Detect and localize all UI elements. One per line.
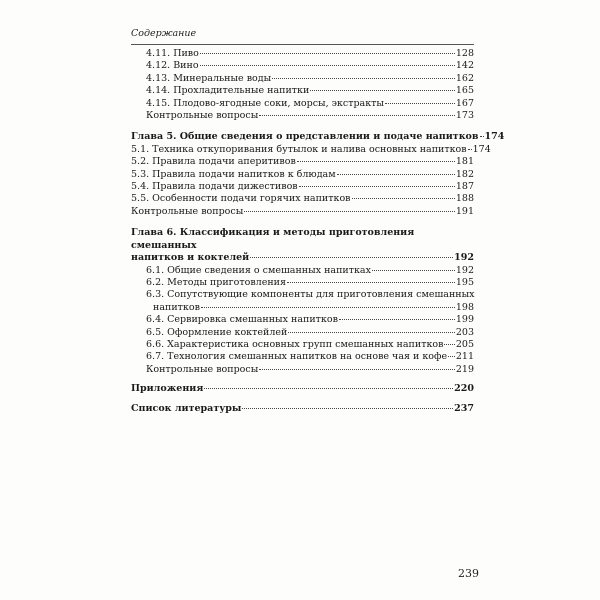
toc-entry-page: 128 (455, 48, 474, 59)
toc-entry[interactable] (131, 48, 474, 60)
toc-entry-title: 6.1. Общие сведения о смешанных напитках (146, 264, 371, 276)
toc-entry-title: 6.6. Характеристика основных групп смешанных напитков (146, 338, 444, 350)
page-number: 239 (458, 567, 479, 580)
dot-leader (200, 53, 455, 54)
dot-leader (288, 332, 455, 333)
toc-entry[interactable] (131, 143, 491, 156)
toc-entry-title: 6.2. Методы приготовления (146, 276, 286, 288)
toc-entry-page: 205 (455, 338, 474, 350)
dot-leader (339, 319, 455, 320)
toc-entry[interactable] (131, 169, 474, 181)
toc-entry[interactable] (131, 60, 474, 72)
toc-entry[interactable] (131, 265, 474, 277)
toc-entry[interactable] (131, 156, 474, 168)
toc-chapter-title: Список литературы (131, 402, 242, 414)
toc-entry-title: 4.13. Минеральные воды (146, 72, 272, 84)
toc-entry[interactable] (131, 85, 474, 97)
toc-entry-page: 237 (454, 402, 474, 414)
dot-leader (299, 186, 455, 187)
dot-leader (352, 198, 455, 199)
dot-leader (259, 115, 455, 116)
toc-entry-title: 4.12. Вино (146, 60, 199, 72)
toc-entry-title: 4.11. Пиво (146, 48, 199, 59)
toc-entry[interactable] (131, 277, 474, 289)
toc-entry-title: Контрольные вопросы (131, 205, 244, 217)
dot-leader (287, 282, 455, 283)
toc-entry-title: Контрольные вопросы (146, 363, 259, 375)
toc-chapter-title: Глава 5. Общие сведения о представлении и подаче напитков (131, 131, 479, 143)
toc-chapter-entry[interactable] (131, 131, 505, 143)
table-of-contents (131, 48, 505, 415)
toc-chapter-title: Приложения (131, 383, 204, 395)
toc-entry-title-line2: напитков (153, 301, 200, 313)
spacer (131, 122, 474, 131)
toc-entry-title: 5.2. Правила подачи аперитивов (131, 156, 296, 168)
toc-chapter-entry-multiline[interactable] (131, 227, 474, 264)
dot-leader (259, 369, 455, 370)
dot-leader (200, 65, 455, 66)
toc-entry[interactable] (131, 193, 474, 205)
spacer (131, 376, 474, 383)
toc-entry-page: 182 (455, 168, 474, 180)
dot-leader (385, 103, 455, 104)
toc-entry-page: 162 (455, 72, 474, 84)
toc-entry-title-line1: 6.3. Сопутствующие компоненты для приготовления смешанных (146, 289, 475, 301)
toc-chapter-title-line1: Глава 6. Классификация и методы приготовления смешанных (131, 227, 415, 251)
toc-entry-title: 5.1. Техника откупоривания бутылок и налива основных напитков (131, 143, 467, 155)
header-rule (131, 44, 474, 45)
dot-leader (310, 90, 455, 91)
toc-entry-page: 165 (455, 85, 474, 97)
toc-entry-title: 4.14. Прохладительные напитки (146, 85, 310, 97)
toc-entry-page: 174 (472, 143, 491, 155)
toc-entry[interactable] (131, 339, 474, 351)
toc-entry-title: 5.4. Правила подачи дижестивов (131, 181, 298, 193)
toc-entry-page: 192 (455, 264, 474, 276)
toc-entry[interactable] (131, 98, 474, 110)
dot-leader (337, 174, 455, 175)
toc-entry-page: 192 (454, 252, 474, 264)
toc-appendix-entry[interactable] (131, 383, 474, 395)
toc-entry[interactable] (131, 314, 474, 326)
dot-leader (204, 388, 453, 389)
dot-leader (448, 356, 455, 357)
toc-entry[interactable] (131, 351, 474, 363)
toc-entry[interactable] (131, 181, 474, 193)
toc-entry-title: Контрольные вопросы (146, 110, 259, 122)
toc-entry-page: 173 (455, 110, 474, 122)
toc-entry-title: 4.15. Плодово-ягодные соки, морсы, экстракты (146, 97, 384, 109)
toc-entry[interactable] (131, 73, 474, 85)
toc-entry[interactable] (131, 327, 474, 339)
toc-entry-page: 195 (455, 276, 474, 288)
dot-leader (372, 270, 455, 271)
toc-entry-page: 181 (455, 156, 474, 168)
toc-entry-page: 198 (455, 301, 474, 313)
toc-entry-title: 6.4. Сервировка смешанных напитков (146, 314, 338, 326)
dot-leader (480, 136, 484, 137)
toc-entry[interactable] (131, 364, 474, 376)
toc-entry-page: 142 (455, 60, 474, 72)
toc-entry-title: 5.5. Особенности подачи горячих напитков (131, 193, 351, 205)
dot-leader (297, 161, 455, 162)
toc-entry-page: 220 (454, 383, 474, 395)
toc-entry-page: 203 (455, 326, 474, 338)
toc-entry-page: 187 (455, 181, 474, 193)
toc-entry-page: 219 (455, 363, 474, 375)
toc-entry-page: 211 (455, 351, 474, 363)
spacer (131, 396, 474, 403)
toc-entry-page: 167 (455, 97, 474, 109)
dot-leader (250, 257, 453, 258)
dot-leader (242, 408, 453, 409)
toc-entry-title: 6.7. Технология смешанных напитков на основе чая и кофе (146, 351, 448, 363)
toc-entry-title: 6.5. Оформление коктейлей (146, 326, 288, 338)
dot-leader (201, 307, 455, 308)
dot-leader (244, 211, 455, 212)
toc-entry[interactable] (131, 206, 474, 218)
dot-leader (444, 344, 454, 345)
toc-entry-page: 174 (484, 131, 505, 143)
running-header: Содержание (131, 28, 197, 39)
toc-entry-page: 199 (455, 314, 474, 326)
dot-leader (468, 149, 472, 150)
toc-bibliography-entry[interactable] (131, 403, 474, 415)
spacer (131, 218, 474, 227)
toc-entry-multiline[interactable] (131, 289, 474, 314)
toc-entry-page: 188 (455, 193, 474, 205)
toc-entry-page: 191 (455, 205, 474, 217)
toc-entry[interactable] (131, 110, 474, 122)
toc-chapter-title-line2: напитков и коктелей (131, 252, 250, 264)
dot-leader (272, 78, 455, 79)
toc-entry-title: 5.3. Правила подачи напитков к блюдам (131, 168, 336, 180)
